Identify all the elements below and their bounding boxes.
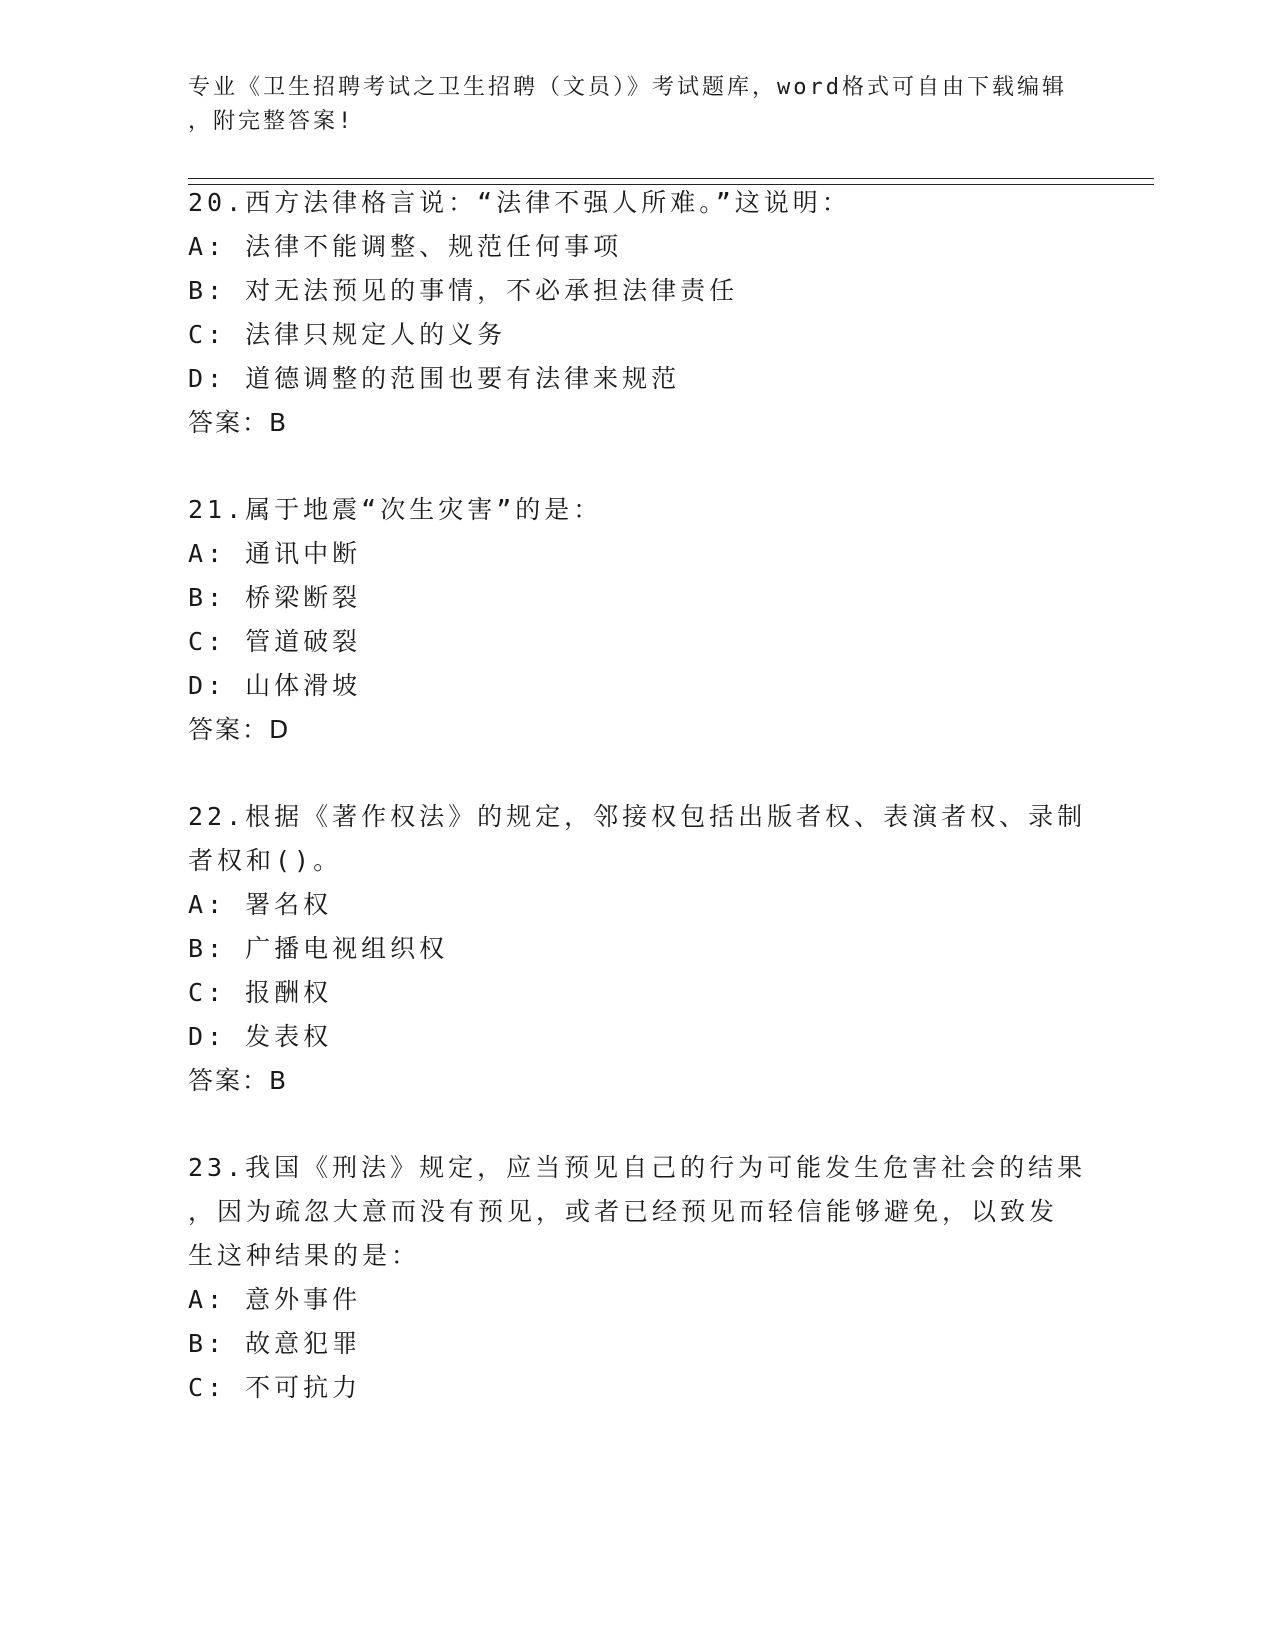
question-22-stem-line-1: 22.根据《著作权法》的规定，邻接权包括出版者权、表演者权、录制 <box>188 802 1087 831</box>
question-23-option-c: C: 不可抗力 <box>188 1373 362 1402</box>
question-21-option-a: A: 通讯中断 <box>188 539 362 568</box>
question-21-option-c: C: 管道破裂 <box>188 627 362 656</box>
question-20-stem: 20.西方法律格言说：“法律不强人所难。”这说明： <box>188 188 851 217</box>
header-text-line-1: 专业《卫生招聘考试之卫生招聘（文员）》考试题库，word格式可自由下载编辑 <box>188 75 1067 100</box>
question-20-option-a: A: 法律不能调整、规范任何事项 <box>188 232 623 261</box>
question-21-option-b: B: 桥梁断裂 <box>188 583 362 612</box>
question-22-option-c: C: 报酬权 <box>188 978 333 1007</box>
question-22-option-b: B: 广播电视组织权 <box>188 934 449 963</box>
question-22-answer: 答案：B <box>188 1066 289 1095</box>
question-22-option-a: A: 署名权 <box>188 890 333 919</box>
header-divider-top <box>188 178 1154 179</box>
question-20-option-b: B: 对无法预见的事情，不必承担法律责任 <box>188 276 739 305</box>
question-23-stem-line-3: 生这种结果的是： <box>188 1241 421 1270</box>
question-21-option-d: D: 山体滑坡 <box>188 671 362 700</box>
question-21-stem: 21.属于地震“次生灾害”的是： <box>188 495 603 524</box>
header-text-line-2: ，附完整答案! <box>188 109 355 134</box>
question-23-option-b: B: 故意犯罪 <box>188 1329 362 1358</box>
question-22-option-d: D: 发表权 <box>188 1022 333 1051</box>
question-20-option-d: D: 道德调整的范围也要有法律来规范 <box>188 364 681 393</box>
question-21-answer: 答案：D <box>188 715 291 744</box>
question-20-option-c: C: 法律只规定人的义务 <box>188 320 507 349</box>
question-23-stem-line-1: 23.我国《刑法》规定，应当预见自己的行为可能发生危害社会的结果 <box>188 1153 1087 1182</box>
question-23-stem-line-2: ，因为疏忽大意而没有预见，或者已经预见而轻信能够避免，以致发 <box>188 1197 1059 1226</box>
question-20-answer: 答案：B <box>188 408 289 437</box>
question-23-option-a: A: 意外事件 <box>188 1285 362 1314</box>
question-22-stem-line-2: 者权和()。 <box>188 846 343 875</box>
header-divider-bottom <box>188 184 1154 185</box>
